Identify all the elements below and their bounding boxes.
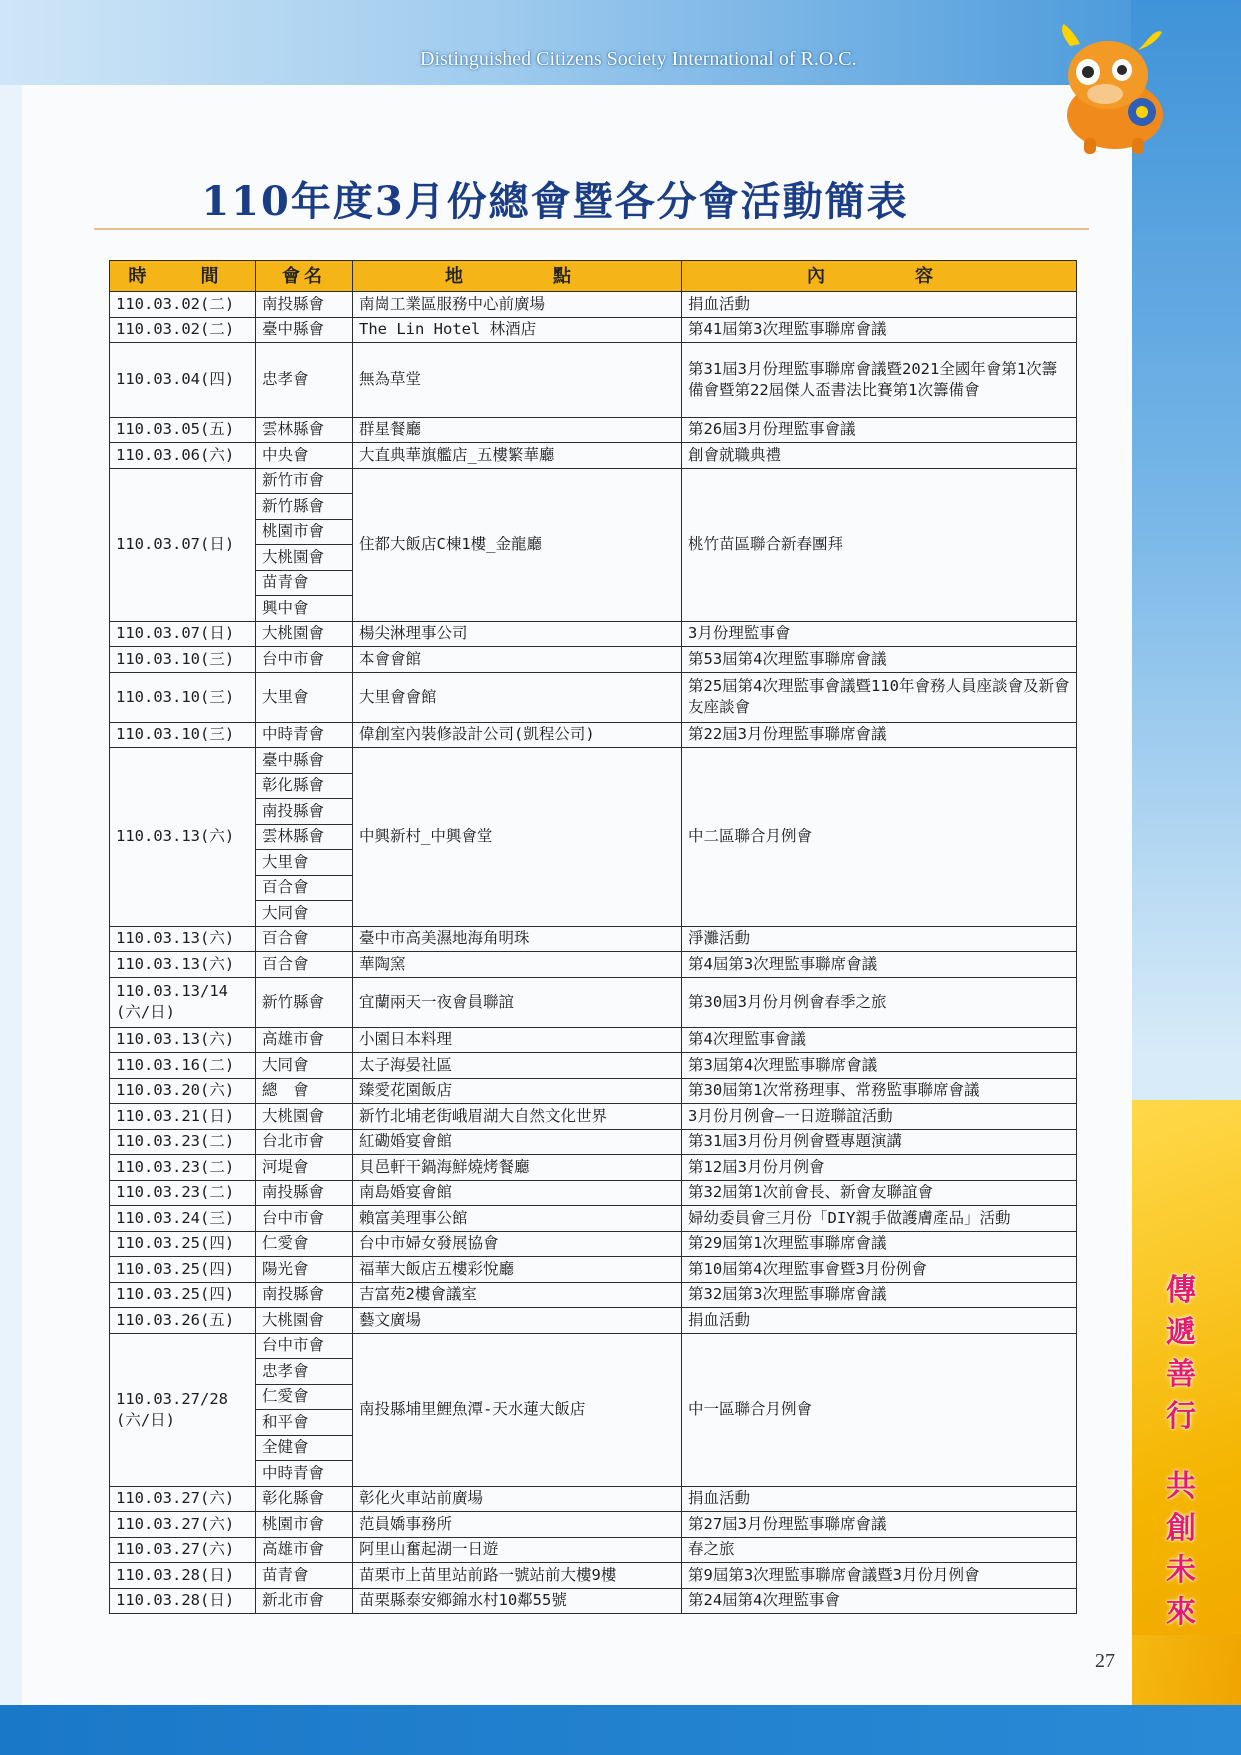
cell-content: 創會就職典禮 [682, 443, 1077, 469]
cell-club: 苗青會 [256, 1563, 353, 1589]
cell-place: 小園日本料理 [353, 1027, 682, 1053]
cell-date: 110.03.24(三) [110, 1206, 256, 1232]
slogan-char: 遞 [1166, 1315, 1196, 1350]
cell-content: 第41屆第3次理監事聯席會議 [682, 317, 1077, 343]
cell-date: 110.03.07(日) [110, 468, 256, 621]
table-row [110, 1282, 1077, 1308]
cell-content: 春之旅 [682, 1537, 1077, 1563]
table-row [110, 1486, 1077, 1512]
cell-date: 110.03.13/14 (六/日) [110, 977, 256, 1027]
cell-club: 大里會 [256, 850, 353, 876]
cell-club: 百合會 [256, 926, 353, 952]
cell-club: 大桃園會 [256, 621, 353, 647]
cell-club: 桃園市會 [256, 1512, 353, 1538]
cell-date: 110.03.27/28 (六/日) [110, 1333, 256, 1486]
table-row [110, 621, 1077, 647]
cell-date: 110.03.20(六) [110, 1078, 256, 1104]
cell-club: 苗青會 [256, 570, 353, 596]
cell-club: 桃園市會 [256, 519, 353, 545]
cell-place: 賴富美理事公館 [353, 1206, 682, 1232]
cell-date: 110.03.23(二) [110, 1180, 256, 1206]
cell-club: 臺中縣會 [256, 317, 353, 343]
cell-content: 第32屆第3次理監事聯席會議 [682, 1282, 1077, 1308]
table-row [110, 722, 1077, 748]
cell-club: 雲林縣會 [256, 417, 353, 443]
cell-place: 吉富苑2樓會議室 [353, 1282, 682, 1308]
cell-date: 110.03.10(三) [110, 722, 256, 748]
cell-club: 百合會 [256, 952, 353, 978]
cell-place: 苗栗縣泰安鄉錦水村10鄰55號 [353, 1588, 682, 1614]
cell-content: 第32屆第1次前會長、新會友聯誼會 [682, 1180, 1077, 1206]
cell-place: 台中市婦女發展協會 [353, 1231, 682, 1257]
cell-place: 紅磡婚宴會館 [353, 1129, 682, 1155]
cell-place: 苗栗市上苗里站前路一號站前大樓9樓 [353, 1563, 682, 1589]
header-content: 內 容 [682, 261, 1077, 292]
cell-date: 110.03.25(四) [110, 1257, 256, 1283]
table-row [110, 1588, 1077, 1614]
cell-place: 無為草堂 [353, 343, 682, 418]
cell-content: 捐血活動 [682, 292, 1077, 318]
cell-place: 中興新村_中興會堂 [353, 748, 682, 927]
cell-date: 110.03.23(二) [110, 1129, 256, 1155]
cell-place: 大里會會館 [353, 672, 682, 722]
cell-club: 仁愛會 [256, 1384, 353, 1410]
org-name: Distinguished Citizens Society International of R.O.C. [420, 48, 857, 70]
cell-club: 新竹縣會 [256, 977, 353, 1027]
cell-date: 110.03.02(二) [110, 292, 256, 318]
slogan-char: 共 [1166, 1469, 1196, 1504]
cell-content: 第29屆第1次理監事聯席會議 [682, 1231, 1077, 1257]
cell-club: 大同會 [256, 1053, 353, 1079]
cell-content: 第53屆第4次理監事聯席會議 [682, 647, 1077, 673]
cell-club: 南投縣會 [256, 799, 353, 825]
cell-place: 住都大飯店C棟1樓_金龍廳 [353, 468, 682, 621]
cell-date: 110.03.21(日) [110, 1104, 256, 1130]
cell-content: 第26屆3月份理監事會議 [682, 417, 1077, 443]
cell-club: 總 會 [256, 1078, 353, 1104]
cell-date: 110.03.23(二) [110, 1155, 256, 1181]
cell-date: 110.03.25(四) [110, 1282, 256, 1308]
cell-club: 台中市會 [256, 647, 353, 673]
cell-content: 第31屆3月份月例會暨專題演講 [682, 1129, 1077, 1155]
slogan-char: 善 [1166, 1357, 1196, 1392]
header-place: 地 點 [353, 261, 682, 292]
cell-date: 110.03.04(四) [110, 343, 256, 418]
cell-date: 110.03.10(三) [110, 647, 256, 673]
cell-date: 110.03.25(四) [110, 1231, 256, 1257]
cell-content: 桃竹苗區聯合新春團拜 [682, 468, 1077, 621]
cell-content: 第30屆第1次常務理事、常務監事聯席會議 [682, 1078, 1077, 1104]
cell-date: 110.03.27(六) [110, 1537, 256, 1563]
cell-place: 宜蘭兩天一夜會員聯誼 [353, 977, 682, 1027]
activity-table [109, 260, 1077, 1614]
cell-club: 中時青會 [256, 1461, 353, 1487]
table-row [110, 317, 1077, 343]
table-header-row [110, 261, 1077, 292]
cell-club: 新竹市會 [256, 468, 353, 494]
header-club: 會名 [256, 261, 353, 292]
table-row [110, 1027, 1077, 1053]
cell-date: 110.03.28(日) [110, 1563, 256, 1589]
table-row [110, 1078, 1077, 1104]
cell-place: 南島婚宴會館 [353, 1180, 682, 1206]
table-row [110, 1308, 1077, 1334]
cell-content: 第22屆3月份理監事聯席會議 [682, 722, 1077, 748]
cell-place: 范員嬌事務所 [353, 1512, 682, 1538]
cell-place: 楊尖淋理事公司 [353, 621, 682, 647]
cell-club: 彰化縣會 [256, 1486, 353, 1512]
header-date: 時 間 [110, 261, 256, 292]
cell-place: 臻愛花園飯店 [353, 1078, 682, 1104]
cell-place: 太子海晏社區 [353, 1053, 682, 1079]
slogan-char: 來 [1166, 1595, 1196, 1630]
table-row [110, 468, 1077, 494]
cell-club: 大桃園會 [256, 1308, 353, 1334]
cell-date: 110.03.02(二) [110, 317, 256, 343]
cell-date: 110.03.13(六) [110, 952, 256, 978]
cell-place: The Lin Hotel 林酒店 [353, 317, 682, 343]
cell-date: 110.03.28(日) [110, 1588, 256, 1614]
slogan-char: 未 [1166, 1553, 1196, 1588]
cell-place: 新竹北埔老街峨眉湖大自然文化世界 [353, 1104, 682, 1130]
cell-club: 台中市會 [256, 1206, 353, 1232]
cell-place: 彰化火車站前廣場 [353, 1486, 682, 1512]
cell-club: 台北市會 [256, 1129, 353, 1155]
cell-place: 南崗工業區服務中心前廣場 [353, 292, 682, 318]
cell-club: 大桃園會 [256, 1104, 353, 1130]
cell-club: 大同會 [256, 901, 353, 927]
table-row [110, 977, 1077, 1027]
cell-place: 臺中市高美濕地海角明珠 [353, 926, 682, 952]
cell-club: 彰化縣會 [256, 773, 353, 799]
cell-content: 第24屆第4次理監事會 [682, 1588, 1077, 1614]
cell-date: 110.03.13(六) [110, 926, 256, 952]
table-row [110, 926, 1077, 952]
cell-place: 南投縣埔里鯉魚潭-天水蓮大飯店 [353, 1333, 682, 1486]
cell-content: 中一區聯合月例會 [682, 1333, 1077, 1486]
cell-date: 110.03.13(六) [110, 1027, 256, 1053]
cell-content: 第31屆3月份理監事聯席會議暨2021全國年會第1次籌備會暨第22屆傑人盃書法比賽第1次籌備會 [682, 343, 1077, 418]
table-row [110, 748, 1077, 774]
cell-club: 雲林縣會 [256, 824, 353, 850]
page-title: 110年度3月份總會暨各分會活動簡表 [201, 178, 909, 225]
table-row [110, 1257, 1077, 1283]
ox-mascot-icon [1050, 20, 1180, 160]
cell-content: 第30屆3月份月例會春季之旅 [682, 977, 1077, 1027]
slogan-char: 創 [1166, 1511, 1196, 1546]
cell-club: 臺中縣會 [256, 748, 353, 774]
cell-content: 3月份月例會—一日遊聯誼活動 [682, 1104, 1077, 1130]
bottom-blue-band [0, 1705, 1241, 1755]
title-underline [94, 228, 1089, 230]
cell-content: 第3屆第4次理監事聯席會議 [682, 1053, 1077, 1079]
cell-club: 忠孝會 [256, 1359, 353, 1385]
page-number: 27 [1095, 1650, 1115, 1672]
cell-club: 中央會 [256, 443, 353, 469]
table-row [110, 647, 1077, 673]
cell-place: 偉創室內裝修設計公司(凱程公司) [353, 722, 682, 748]
cell-club: 高雄市會 [256, 1537, 353, 1563]
cell-date: 110.03.10(三) [110, 672, 256, 722]
slogan-gap [1160, 1438, 1202, 1466]
cell-club: 台中市會 [256, 1333, 353, 1359]
cell-content: 婦幼委員會三月份「DIY親手做護膚產品」活動 [682, 1206, 1077, 1232]
table-row [110, 1155, 1077, 1181]
cell-content: 第4屆第3次理監事聯席會議 [682, 952, 1077, 978]
cell-club: 大桃園會 [256, 545, 353, 571]
cell-content: 第25屆第4次理監事會議暨110年會務人員座談會及新會友座談會 [682, 672, 1077, 722]
cell-content: 3月份理監事會 [682, 621, 1077, 647]
cell-place: 福華大飯店五樓彩悅廳 [353, 1257, 682, 1283]
cell-date: 110.03.13(六) [110, 748, 256, 927]
table-row [110, 1129, 1077, 1155]
cell-club: 南投縣會 [256, 1282, 353, 1308]
slogan-char: 行 [1166, 1399, 1196, 1434]
cell-place: 藝文廣場 [353, 1308, 682, 1334]
table-row [110, 1104, 1077, 1130]
table-row [110, 1563, 1077, 1589]
cell-place: 阿里山奮起湖一日遊 [353, 1537, 682, 1563]
cell-date: 110.03.07(日) [110, 621, 256, 647]
cell-date: 110.03.06(六) [110, 443, 256, 469]
cell-content: 捐血活動 [682, 1486, 1077, 1512]
cell-content: 淨灘活動 [682, 926, 1077, 952]
cell-content: 第9屆第3次理監事聯席會議暨3月份月例會 [682, 1563, 1077, 1589]
cell-club: 河堤會 [256, 1155, 353, 1181]
cell-content: 中二區聯合月例會 [682, 748, 1077, 927]
cell-place: 貝邑軒干鍋海鮮燒烤餐廳 [353, 1155, 682, 1181]
cell-date: 110.03.26(五) [110, 1308, 256, 1334]
table-row [110, 417, 1077, 443]
table-row [110, 1206, 1077, 1232]
table-row [110, 1180, 1077, 1206]
cell-content: 捐血活動 [682, 1308, 1077, 1334]
table-row [110, 1512, 1077, 1538]
cell-club: 陽光會 [256, 1257, 353, 1283]
cell-content: 第4次理監事會議 [682, 1027, 1077, 1053]
cell-date: 110.03.16(二) [110, 1053, 256, 1079]
cell-club: 大里會 [256, 672, 353, 722]
cell-club: 新竹縣會 [256, 494, 353, 520]
cell-date: 110.03.27(六) [110, 1512, 256, 1538]
cell-content: 第27屆3月份理監事聯席會議 [682, 1512, 1077, 1538]
table-row [110, 1537, 1077, 1563]
cell-place: 群星餐廳 [353, 417, 682, 443]
cell-club: 南投縣會 [256, 292, 353, 318]
cell-club: 興中會 [256, 596, 353, 622]
cell-club: 仁愛會 [256, 1231, 353, 1257]
cell-club: 全健會 [256, 1435, 353, 1461]
cell-place: 華陶窯 [353, 952, 682, 978]
cell-club: 百合會 [256, 875, 353, 901]
cell-content: 第12屆3月份月例會 [682, 1155, 1077, 1181]
table-row [110, 1333, 1077, 1359]
cell-date: 110.03.05(五) [110, 417, 256, 443]
cell-club: 高雄市會 [256, 1027, 353, 1053]
cell-club: 和平會 [256, 1410, 353, 1436]
table-row [110, 1053, 1077, 1079]
table-row [110, 952, 1077, 978]
table-body [110, 292, 1077, 1614]
cell-place: 大直典華旗艦店_五樓繁華廳 [353, 443, 682, 469]
table-row [110, 292, 1077, 318]
cell-club: 新北市會 [256, 1588, 353, 1614]
cell-place: 本會會館 [353, 647, 682, 673]
cell-club: 中時青會 [256, 722, 353, 748]
cell-club: 南投縣會 [256, 1180, 353, 1206]
table-row [110, 672, 1077, 722]
cell-content: 第10屆第4次理監事會暨3月份例會 [682, 1257, 1077, 1283]
table-row [110, 443, 1077, 469]
table-row [110, 1231, 1077, 1257]
side-slogan [1160, 1270, 1202, 1634]
slogan-char: 傳 [1166, 1273, 1196, 1308]
table-row [110, 343, 1077, 418]
cell-club: 忠孝會 [256, 343, 353, 418]
cell-date: 110.03.27(六) [110, 1486, 256, 1512]
